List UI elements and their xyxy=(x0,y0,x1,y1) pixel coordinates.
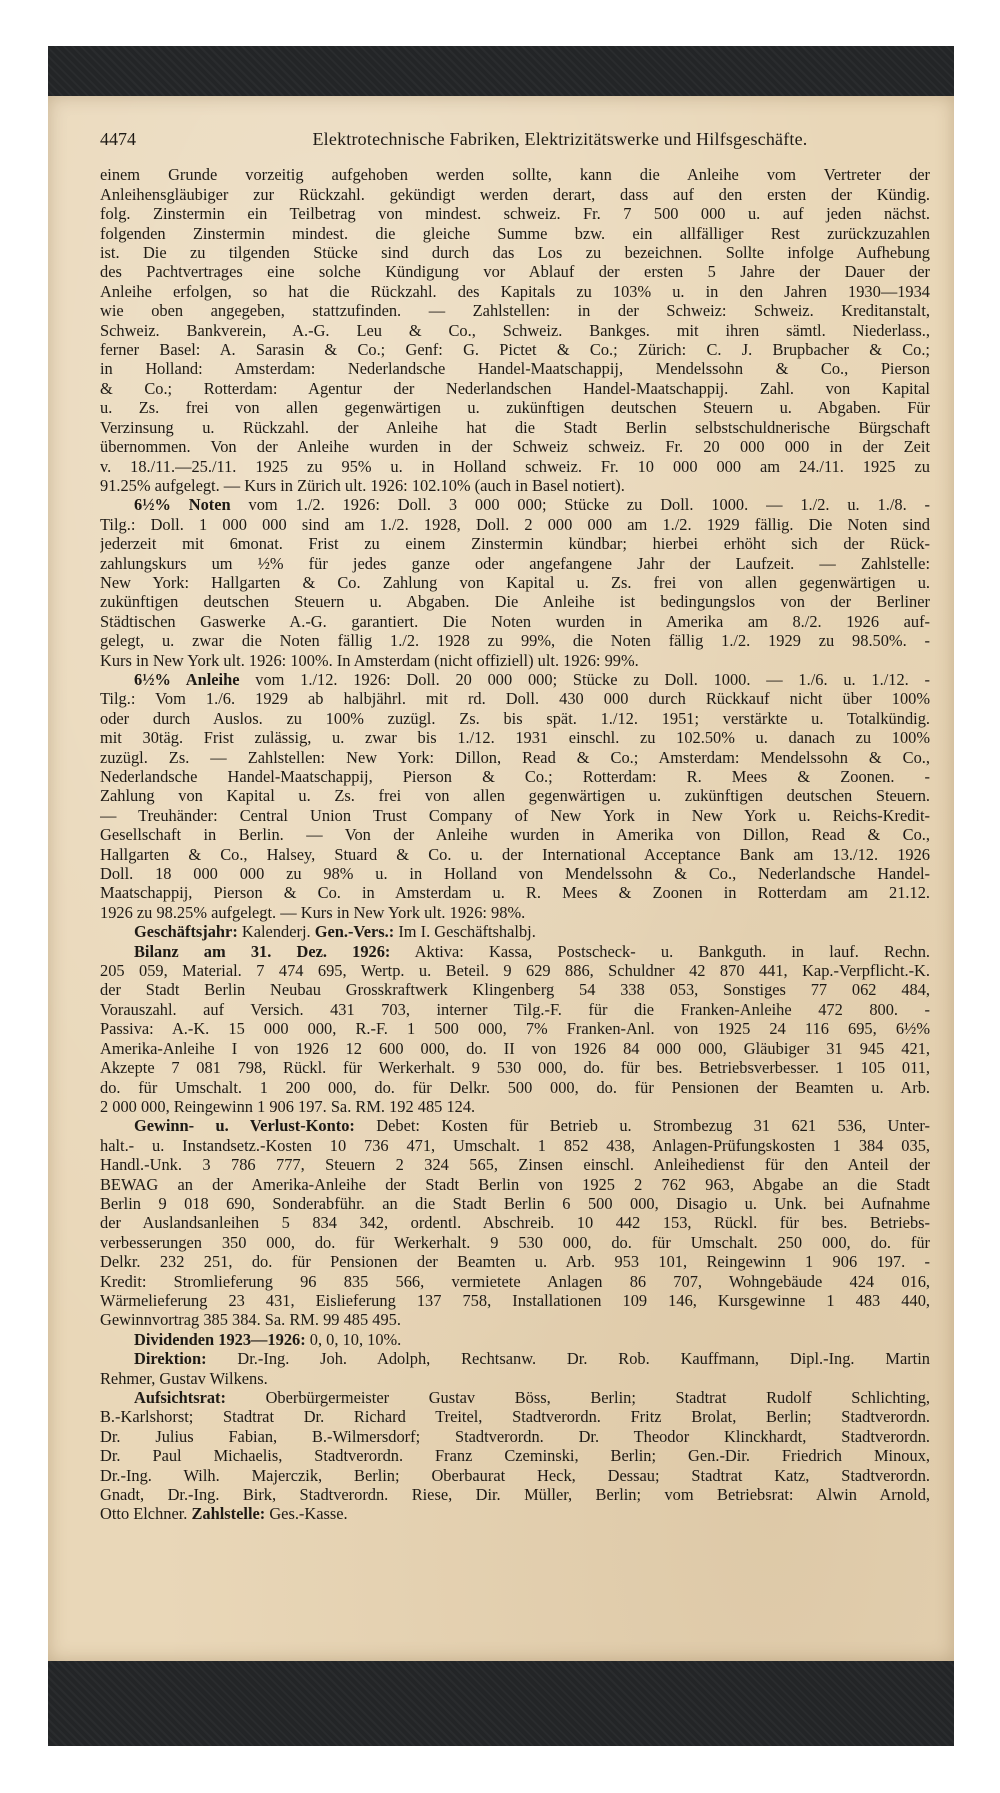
text-line xyxy=(100,980,930,999)
running-title: Elektrotechnische Fabriken, Elektrizitätswerke und Hilfsgeschäfte. xyxy=(312,129,808,149)
text-line xyxy=(100,631,930,650)
line-text: 0, 0, 10, 10%. xyxy=(305,1329,402,1349)
line-text: Gesellschaft in Berlin. — Von der Anleihe wurden in Amerika von Dillon, Read & Co., xyxy=(100,825,930,845)
line-text: in Holland: Amsterdam: Nederlandsche Handel-Maatschappij, Mendelssohn & Co., Pierson xyxy=(100,359,930,379)
line-text: Dr.-Ing. Wilh. Majerczik, Berlin; Oberbaurat Heck, Dessau; Stadtrat Katz, Stadtverordn. xyxy=(100,1465,930,1485)
line-text: vom 1./2. 1926: Doll. 3 000 000; Stücke zu Doll. 1000. — 1./2. u. 1./8. - xyxy=(230,495,930,515)
line-text: Kurs in New York ult. 1926: 100%. In Amsterdam (nicht offiziell) ult. 1926: 99%. xyxy=(100,650,639,670)
line-text: u. Zs. frei von allen gegenwärtigen u. zukünftigen deutschen Steuern u. Abgaben. Für xyxy=(100,398,930,418)
line-text: 205 059, Material. 7 474 695, Wertp. u. Beteil. 9 629 886, Schuldner 42 870 441, Kap.-Verpflicht.-K. xyxy=(100,961,930,981)
text-line xyxy=(100,1155,930,1174)
line-text: Anleihe erfolgen, so hat die Rückzahl. des Kapitals zu 103% u. in den Jahren 1930—1934 xyxy=(100,281,930,301)
line-text: halt.- u. Instandsetz.-Kosten 10 736 471, Umschalt. 1 852 438, Anlagen-Prüfungskosten 1 384 035, xyxy=(100,1135,930,1155)
text-line xyxy=(100,534,930,553)
text-line xyxy=(100,1116,930,1135)
page-number: 4474 xyxy=(100,129,136,149)
line-text: der Auslandsanleihen 5 834 342, ordentl. Abschreib. 10 442 153, Rückl. für bes. Betriebs- xyxy=(100,1213,930,1233)
text-line xyxy=(100,1019,930,1038)
section-heading: 6½% Anleihe xyxy=(134,669,240,689)
line-text: Berlin 9 018 690, Sonderabführ. an die Stadt Berlin 6 500 000, Disagio u. Unk. bei Aufnahme xyxy=(100,1193,930,1213)
text-line xyxy=(100,301,930,320)
line-text: mit 30täg. Frist zulässig, u. zwar bis 1./12. 1931 einschl. zu 102.50% u. danach zu 100% xyxy=(100,728,930,748)
text-line xyxy=(100,825,930,844)
line-text: zahlungskurs um ½% für jedes ganze oder angefangene Jahr der Laufzeit. — Zahlstelle: xyxy=(100,553,930,573)
line-text: Kredit: Stromlieferung 96 835 566, vermietete Anlagen 86 707, Wohngebäude 424 016, xyxy=(100,1271,930,1291)
line-text: zuzügl. Zs. — Zahlstellen: New York: Dillon, Read & Co.; Amsterdam: Mendelssohn & Co., xyxy=(100,747,930,767)
text-line xyxy=(100,573,930,592)
line-text: oder durch Auslos. zu 100% zuzügl. Zs. bis spät. 1./12. 1951; verstärkte u. Totalkündig. xyxy=(100,708,930,728)
line-text: vom 1./12. 1926: Doll. 20 000 000; Stücke zu Doll. 1000. — 1./6. u. 1./12. - xyxy=(239,669,930,689)
text-line xyxy=(100,379,930,398)
line-text: Delkr. 232 251, do. für Pensionen der Beamten u. Arb. 953 101, Reingewinn 1 906 197. - xyxy=(100,1252,930,1272)
line-text: Dr. Paul Michaelis, Stadtverordn. Franz Czeminski, Berlin; Gen.-Dir. Friedrich Minoux, xyxy=(100,1446,930,1466)
line-text: gelegt, u. zwar die Noten fällig 1./2. 1928 zu 99%, die Noten fällig 1./2. 1929 zu 98.50%. - xyxy=(100,631,930,651)
line-text: Maatschappij, Pierson & Co. in Amsterdam u. R. Mees & Zoonen in Rotterdam am 21.12. xyxy=(100,883,930,903)
line-text: 91.25% aufgelegt. — Kurs in Zürich ult. 1926: 102.10% (auch in Basel notiert). xyxy=(100,475,625,495)
text-line xyxy=(100,418,930,437)
text-line xyxy=(100,204,930,223)
text-line xyxy=(100,457,930,476)
line-text: 1926 zu 98.25% aufgelegt. — Kurs in New York ult. 1926: 98%. xyxy=(100,902,526,922)
line-text: Akzepte 7 081 798, Rückl. für Werkerhalt. 9 530 000, do. für bes. Betriebsverbesser. 1 105 011, xyxy=(100,1058,930,1078)
line-text: Rehmer, Gustav Wilkens. xyxy=(100,1368,268,1388)
text-line xyxy=(100,282,930,301)
text-line xyxy=(100,1136,930,1155)
text-line xyxy=(100,670,930,689)
line-text: Ges.-Kasse. xyxy=(265,1504,348,1524)
text-line xyxy=(100,243,930,262)
text-line xyxy=(100,922,930,941)
line-text: Kalenderj. xyxy=(237,922,315,942)
text-line xyxy=(100,262,930,281)
line-text: folgenden Zinstermin mindest. die gleiche Summe bzw. ein allfälliger Rest zurückzuzahlen xyxy=(100,223,930,243)
text-line xyxy=(100,1349,930,1368)
text-line xyxy=(100,1466,930,1485)
line-text: Dr.-Ing. Joh. Adolph, Rechtsanw. Dr. Rob. Kauffmann, Dipl.-Ing. Martin xyxy=(206,1349,930,1369)
text-line xyxy=(100,1272,930,1291)
line-text: Im I. Geschäftshalbj. xyxy=(394,922,536,942)
line-text: Schweiz. Bankverein, A.-G. Leu & Co., Schweiz. Bankges. mit ihren sämtl. Niederlass., xyxy=(100,320,930,340)
line-text: Nederlandsche Handel-Maatschappij, Pierson & Co.; Rotterdam: R. Mees & Zoonen. - xyxy=(100,767,930,786)
section-heading: Bilanz am 31. Dez. 1926: xyxy=(134,941,391,961)
text-line xyxy=(100,1310,930,1329)
line-text: der Stadt Berlin Neubau Grosskraftwerk Klingenberg 54 338 053, Sonstiges 77 062 484, xyxy=(100,980,930,1000)
text-line xyxy=(100,903,930,922)
line-text: do. für Umschalt. 1 200 000, do. für Delkr. 500 000, do. für Pensionen der Beamten u. Arb. xyxy=(100,1077,930,1097)
line-text: zukünftigen deutschen Steuern u. Abgaben. Die Anleihe ist bedingungslos von der Berliner xyxy=(100,592,930,612)
line-text: v. 18./11.—25./11. 1925 zu 95% u. in Holland schweiz. Fr. 10 000 000 am 24./11. 1925 zu xyxy=(100,456,930,476)
line-text: Verzinsung u. Rückzahl. der Anleihe hat die Stadt Berlin selbstschuldnerische Bürgschaft xyxy=(100,417,930,437)
text-line xyxy=(100,883,930,902)
line-text: B.-Karlshorst; Stadtrat Dr. Richard Treitel, Stadtverordn. Fritz Brolat, Berlin; Stadtverordn. xyxy=(100,1407,930,1427)
text-line xyxy=(100,651,930,670)
text-line xyxy=(100,398,930,417)
text-line xyxy=(100,224,930,243)
text-line xyxy=(100,612,930,631)
line-text: 2 000 000, Reingewinn 1 906 197. Sa. RM. 192 485 124. xyxy=(100,1096,476,1116)
text-line xyxy=(100,1388,930,1407)
line-text: Städtischen Gaswerke A.-G. garantiert. Die Noten wurden in Amerika am 8./2. 1926 auf- xyxy=(100,611,930,631)
text-line xyxy=(100,1504,930,1523)
line-text: — Treuhänder: Central Union Trust Company of New York in New York u. Reichs-Kredit- xyxy=(100,805,930,825)
text-line xyxy=(100,1078,930,1097)
line-text: ist. Die zu tilgenden Stücke sind durch das Los zu bezeichnen. Sollte infolge Aufhebung xyxy=(100,243,930,263)
text-line xyxy=(100,1485,930,1504)
line-text: Passiva: A.-K. 15 000 000, R.-F. 1 500 000, 7% Franken-Anl. von 1925 24 116 695, 6½% xyxy=(100,1019,930,1039)
text-line xyxy=(100,165,930,184)
text-line xyxy=(100,1000,930,1019)
section-heading: 6½% Noten xyxy=(134,495,231,515)
line-text: Debet: Kosten für Betrieb u. Strombezug 31 621 536, Unter- xyxy=(354,1116,930,1136)
line-text: Doll. 18 000 000 zu 98% u. in Holland von Mendelssohn & Co., Nederlandsche Handel- xyxy=(100,864,930,884)
page-header xyxy=(100,130,930,149)
text-line xyxy=(100,1369,930,1388)
text-line xyxy=(100,1213,930,1232)
text-line xyxy=(100,864,930,883)
body-text xyxy=(100,165,930,1523)
text-line xyxy=(100,340,930,359)
text-line xyxy=(100,1407,930,1426)
line-text: jederzeit mit 6monat. Frist zu einem Zinstermin kündbar; hierbei erhöht sich der Rück- xyxy=(100,534,930,554)
line-text: Oberbürgermeister Gustav Böss, Berlin; Stadtrat Rudolf Schlichting, xyxy=(225,1388,930,1407)
text-line xyxy=(100,1427,930,1446)
text-line xyxy=(100,1175,930,1194)
text-line xyxy=(100,845,930,864)
text-line xyxy=(100,592,930,611)
text-line xyxy=(100,1446,930,1465)
page-text xyxy=(100,130,930,1524)
text-line xyxy=(100,1233,930,1252)
text-line xyxy=(100,554,930,573)
text-line xyxy=(100,806,930,825)
text-line xyxy=(100,185,930,204)
section-heading: Gewinn- u. Verlust-Konto: xyxy=(134,1116,355,1136)
line-text: Gewinnvortrag 385 384. Sa. RM. 99 485 495. xyxy=(100,1310,401,1330)
text-line xyxy=(100,748,930,767)
section-heading: Dividenden 1923—1926: xyxy=(134,1329,306,1349)
section-heading: Zahlstelle: xyxy=(191,1504,266,1524)
section-heading: Gen.-Vers.: xyxy=(314,922,395,942)
line-text: einem Grunde vorzeitig aufgehoben werden sollte, kann die Anleihe vom Vertreter der xyxy=(100,165,930,185)
text-line xyxy=(100,515,930,534)
text-line xyxy=(100,942,930,961)
text-line xyxy=(100,961,930,980)
text-line xyxy=(100,767,930,786)
line-text: verbesserungen 350 000, do. für Werkerhalt. 9 530 000, do. für Umschalt. 250 000, do. für xyxy=(100,1232,930,1252)
line-text: BEWAG an der Amerika-Anleihe der Stadt Berlin von 1925 2 762 963, Abgabe an die Stadt xyxy=(100,1174,930,1194)
text-line xyxy=(100,1039,930,1058)
text-line xyxy=(100,476,930,495)
line-text: folg. Zinstermin ein Teilbetrag von mindest. schweiz. Fr. 7 500 000 u. auf jeden nächst. xyxy=(100,204,930,224)
text-line xyxy=(100,1058,930,1077)
text-line xyxy=(100,1252,930,1271)
line-text: Wärmelieferung 23 431, Eislieferung 137 758, Installationen 109 146, Kursgewinne 1 483 440, xyxy=(100,1290,930,1310)
text-line xyxy=(100,709,930,728)
line-text: Dr. Julius Fabian, B.-Wilmersdorf; Stadtverordn. Dr. Theodor Klinckhardt, Stadtverordn. xyxy=(100,1426,930,1446)
section-heading: Geschäftsjahr: xyxy=(134,922,238,942)
text-line xyxy=(100,1194,930,1213)
line-text: übernommen. Von der Anleihe wurden in der Schweiz schweiz. Fr. 20 000 000 in der Zeit xyxy=(100,437,930,457)
line-text: des Pachtvertrages eine solche Kündigung vor Ablauf der ersten 5 Jahre der Dauer der xyxy=(100,262,930,282)
text-line xyxy=(100,495,930,514)
line-text: wie oben angegeben, stattzufinden. — Zahlstellen: in der Schweiz: Schweiz. Kreditanstalt, xyxy=(100,301,930,321)
text-line xyxy=(100,1330,930,1349)
line-text: Anleihensgläubiger zur Rückzahl. gekündigt werden derart, dass auf den ersten der Kündig. xyxy=(100,184,930,204)
text-line xyxy=(100,689,930,708)
line-text: & Co.; Rotterdam: Agentur der Nederlandschen Handel-Maatschappij. Zahl. von Kapital xyxy=(100,378,930,398)
text-line xyxy=(100,786,930,805)
line-text: New York: Hallgarten & Co. Zahlung von Kapital u. Zs. frei von allen gegenwärtigen u. xyxy=(100,572,930,592)
line-text: Tilg.: Doll. 1 000 000 sind am 1./2. 1928, Doll. 2 000 000 am 1./2. 1929 fällig. Die Noten sind xyxy=(100,514,930,534)
book-page xyxy=(48,96,954,1661)
line-text: Vorauszahl. auf Versich. 431 703, interner Tilg.-F. für die Franken-Anleihe 472 800. - xyxy=(100,999,930,1019)
line-text: Gnadt, Dr.-Ing. Birk, Stadtverordn. Riese, Dir. Müller, Berlin; vom Betriebsrat: Alwin Arnold, xyxy=(100,1485,930,1505)
line-text: Handl.-Unk. 3 786 777, Steuern 2 324 565, Zinsen einschl. Anleihedienst für den Anteil der xyxy=(100,1155,930,1175)
text-line xyxy=(100,437,930,456)
text-line xyxy=(100,1097,930,1116)
line-text: Hallgarten & Co., Halsey, Stuard & Co. u. der International Acceptance Bank am 13./12. 1926 xyxy=(100,844,930,864)
text-line xyxy=(100,321,930,340)
line-text: ferner Basel: A. Sarasin & Co.; Genf: G. Pictet & Co.; Zürich: C. J. Brupbacher & Co.; xyxy=(100,340,930,360)
section-heading: Aufsichtsrat: xyxy=(134,1388,226,1407)
line-text: Amerika-Anleihe I von 1926 12 600 000, do. II von 1926 84 000 000, Gläubiger 31 945 421, xyxy=(100,1038,930,1058)
line-text: Tilg.: Vom 1./6. 1929 ab halbjährl. mit rd. Doll. 430 000 durch Rückkauf nicht über 100% xyxy=(100,689,930,709)
line-text: Aktiva: Kassa, Postscheck- u. Bankguth. in lauf. Rechn. xyxy=(390,941,930,961)
text-line xyxy=(100,728,930,747)
section-heading: Direktion: xyxy=(134,1349,207,1369)
line-text: Zahlung von Kapital u. Zs. frei von allen gegenwärtigen u. zukünftigen deutschen Steuern. xyxy=(100,786,930,806)
line-text: Otto Elchner. xyxy=(100,1504,192,1524)
text-line xyxy=(100,359,930,378)
text-line xyxy=(100,1291,930,1310)
